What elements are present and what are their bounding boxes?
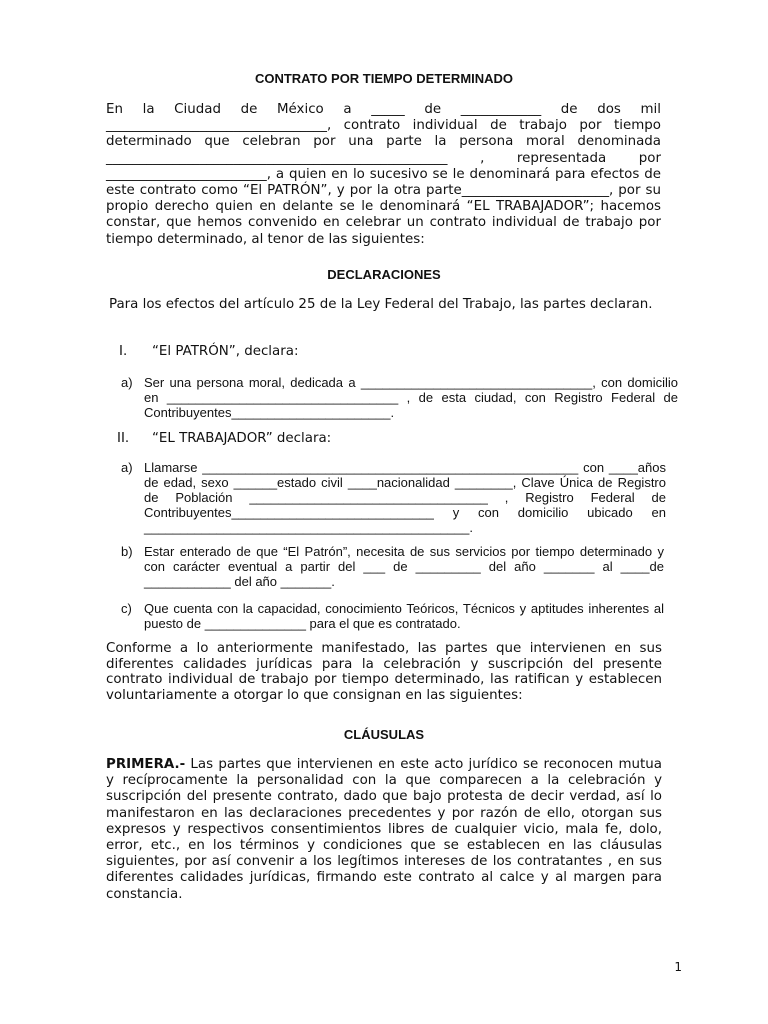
- declaraciones-heading: DECLARACIONES: [327, 267, 441, 282]
- intro-paragraph: En la Ciudad de México a _____ de ____________ de dos mil _________________________________, contrato individual de trabajo por tiempo determinado que celebran por una parte la persona moral denominada ___________________________________________________ , representada por ________________________, a quien en lo sucesivo se le denominará para efectos de este contrato como “El PATRÓN”, y por la otra parte______________________, por su propio derecho quien en delante se le denominará “EL TRABAJADOR”; hacemos constar, que hemos convenido en celebrar un contrato individual de trabajo por tiempo determinado, al tenor de las siguientes:: [106, 102, 661, 247]
- section-one-heading: “El PATRÓN”, declara:: [152, 344, 299, 359]
- section-two-number: II.: [117, 431, 130, 446]
- patron-item-a: Ser una persona moral, dedicada a ________________________________, con domicilio en ________________________________ , de esta ciudad, con Registro Federal de Contribuyentes______________________.: [144, 375, 678, 420]
- patron-item-a-label: a): [121, 375, 133, 390]
- clause-primera-label: PRIMERA.-: [106, 757, 186, 772]
- conforme-paragraph: Conforme a lo anteriormente manifestado, las partes que intervienen en sus diferentes calidades jurídicas para la celebración y suscripción del presente contrato individual de trabajo por tiempo determinado, las ratifican y establecen voluntariamente a otorgar lo que consignan en las siguientes:: [106, 641, 662, 704]
- trabajador-item-a: Llamarse ____________________________________________________ con ____años de edad, sexo ______estado civil ____nacionalidad ________, Clave Única de Registro de Población _________________________________ , Registro Federal de Contribuyentes____________________________ y con domicilio ubicado en _____________________________________________.: [144, 460, 666, 535]
- trabajador-item-b-label: b): [121, 544, 133, 559]
- trabajador-item-a-label: a): [121, 460, 133, 475]
- declaraciones-intro: Para los efectos del artículo 25 de la Ley Federal del Trabajo, las partes declaran.: [109, 297, 653, 312]
- page-number: 1: [674, 960, 682, 974]
- document-title: CONTRATO POR TIEMPO DETERMINADO: [254, 71, 514, 86]
- trabajador-item-b: Estar enterado de que “El Patrón”, necesita de sus servicios por tiempo determinado y con carácter eventual a partir del ___ de _________ del año _______ al ____de ____________ del año _______.: [144, 544, 664, 589]
- clause-primera-text: Las partes que intervienen en este acto jurídico se reconocen mutua y recíprocamente la personalidad con la que comparecen a la celebración y suscripción del presente contrato, dado que bajo protesta de decir verdad, así lo manifestaron en las declaraciones precedentes y por razón de ello, otorgan sus expresos y respectivos consentimientos libres de cualquier vicio, mala fe, dolo, error, etc., en los términos y condiciones que se establecen en las cláusulas siguientes, por así convenir a los legítimos intereses de los contratantes , en sus diferentes calidades jurídicas, firmando este contrato al calce y al margen para constancia.: [106, 757, 662, 902]
- clausulas-heading: CLÁUSULAS: [343, 727, 425, 742]
- clause-primera: [106, 757, 662, 903]
- trabajador-item-c: Que cuenta con la capacidad, conocimiento Teóricos, Técnicos y aptitudes inherentes al puesto de ______________ para el que es contratado.: [144, 601, 664, 631]
- trabajador-item-c-label: c): [121, 601, 132, 616]
- section-one-number: I.: [119, 344, 128, 359]
- section-two-heading: “EL TRABAJADOR” declara:: [152, 431, 332, 446]
